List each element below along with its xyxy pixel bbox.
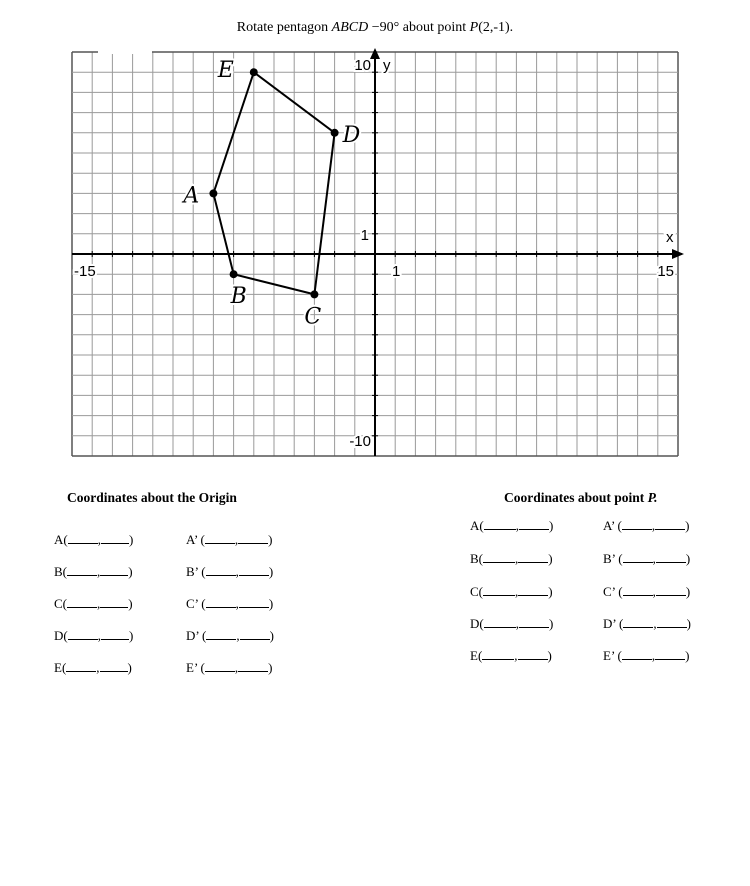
vertex-point-b [230,270,238,278]
blank-y[interactable] [100,660,128,672]
vertex-label-c: C [304,304,322,330]
point-row-e-prime: E’ ( , ) [603,648,690,663]
blank-x[interactable] [484,518,516,530]
origin-row-e: E( , ) [54,660,132,675]
blank-y[interactable] [239,564,269,576]
origin-row-e-prime: E’ ( , ) [186,660,273,675]
origin-row-d: D( , ) [54,628,134,643]
title-point-coords: (2,-1). [478,20,514,35]
blank-x[interactable] [484,616,516,628]
blank-y[interactable] [518,551,548,563]
tick-label-x-neg: -15 [74,263,96,280]
origin-row-c: C( , ) [54,596,133,611]
point-section-heading-point: P. [647,490,658,505]
vertex-label-d: D [342,122,361,148]
blank-x[interactable] [68,628,98,640]
vertex-point-a [209,189,217,197]
tick-label-x-one: 1 [392,263,401,280]
blank-y[interactable] [519,616,549,628]
blank-x[interactable] [67,596,97,608]
blank-y[interactable] [657,616,687,628]
blank-x[interactable] [623,584,653,596]
point-section-heading [504,490,658,506]
title-shape-name: ABCD [331,20,369,35]
origin-row-c-prime: C’ ( , ) [186,596,274,611]
blank-x[interactable] [205,532,235,544]
blank-x[interactable] [622,518,652,530]
point-section-heading-prefix: Coordinates about point [504,490,648,505]
vertex-label-e: E [217,58,234,84]
blank-y[interactable] [239,596,269,608]
blank-y[interactable] [656,551,686,563]
point-row-b: B( , ) [470,551,553,566]
axes [72,48,684,456]
origin-row-b-prime: B’ ( , ) [186,564,274,579]
tick-label-y-one: 1 [360,226,369,244]
x-axis-label: x [666,229,674,246]
blank-y[interactable] [238,660,268,672]
title-rotation: −90° about point [368,20,470,35]
origin-row-a-prime: A’ ( , ) [186,532,273,547]
vertex-label-b: B [230,284,247,310]
blank-y[interactable] [101,532,129,544]
title-prefix: Rotate pentagon [236,20,332,35]
blank-x[interactable] [623,551,653,563]
blank-y[interactable] [656,584,686,596]
vertex-label-a: A [183,183,200,209]
y-axis-arrow-icon [370,48,380,59]
tick-label-x-pos: 15 [657,263,674,280]
blank-y[interactable] [518,584,548,596]
vertex-point-c [310,290,318,298]
blank-x[interactable] [206,564,236,576]
tick-label-y-neg: -10 [349,433,371,450]
title-point-label: P [469,20,479,35]
point-row-a-prime: A’ ( , ) [603,518,690,533]
point-row-a: A( , ) [470,518,554,533]
point-row-d: D( , ) [470,616,554,631]
blank-x[interactable] [68,532,98,544]
blank-x[interactable] [483,551,515,563]
blank-y[interactable] [100,564,128,576]
blank-x[interactable] [482,648,514,660]
blank-x[interactable] [623,616,653,628]
origin-row-b: B( , ) [54,564,133,579]
point-row-e: E( , ) [470,648,552,663]
point-row-d-prime: D’ ( , ) [603,616,691,631]
blank-x[interactable] [66,660,96,672]
vertex-point-d [331,129,339,137]
blank-y[interactable] [101,628,129,640]
border-gap [98,50,152,54]
blank-y[interactable] [238,532,268,544]
blank-x[interactable] [205,660,235,672]
blank-x[interactable] [206,596,236,608]
y-axis-label: y [383,57,391,74]
blank-y[interactable] [655,648,685,660]
origin-row-d-prime: D’ ( , ) [186,628,274,643]
blank-y[interactable] [100,596,128,608]
blank-y[interactable] [519,518,549,530]
blank-x[interactable] [206,628,236,640]
origin-section-heading: Coordinates about the Origin [67,490,237,505]
tick-label-y-pos: 10 [354,57,371,74]
blank-x[interactable] [67,564,97,576]
blank-y[interactable] [240,628,270,640]
blank-y[interactable] [655,518,685,530]
blank-x[interactable] [483,584,515,596]
blank-x[interactable] [622,648,652,660]
blank-y[interactable] [518,648,548,660]
point-row-c: C( , ) [470,584,553,599]
point-row-c-prime: C’ ( , ) [603,584,691,599]
vertex-point-e [250,68,258,76]
origin-row-a: A( , ) [54,532,134,547]
point-row-b-prime: B’ ( , ) [603,551,691,566]
